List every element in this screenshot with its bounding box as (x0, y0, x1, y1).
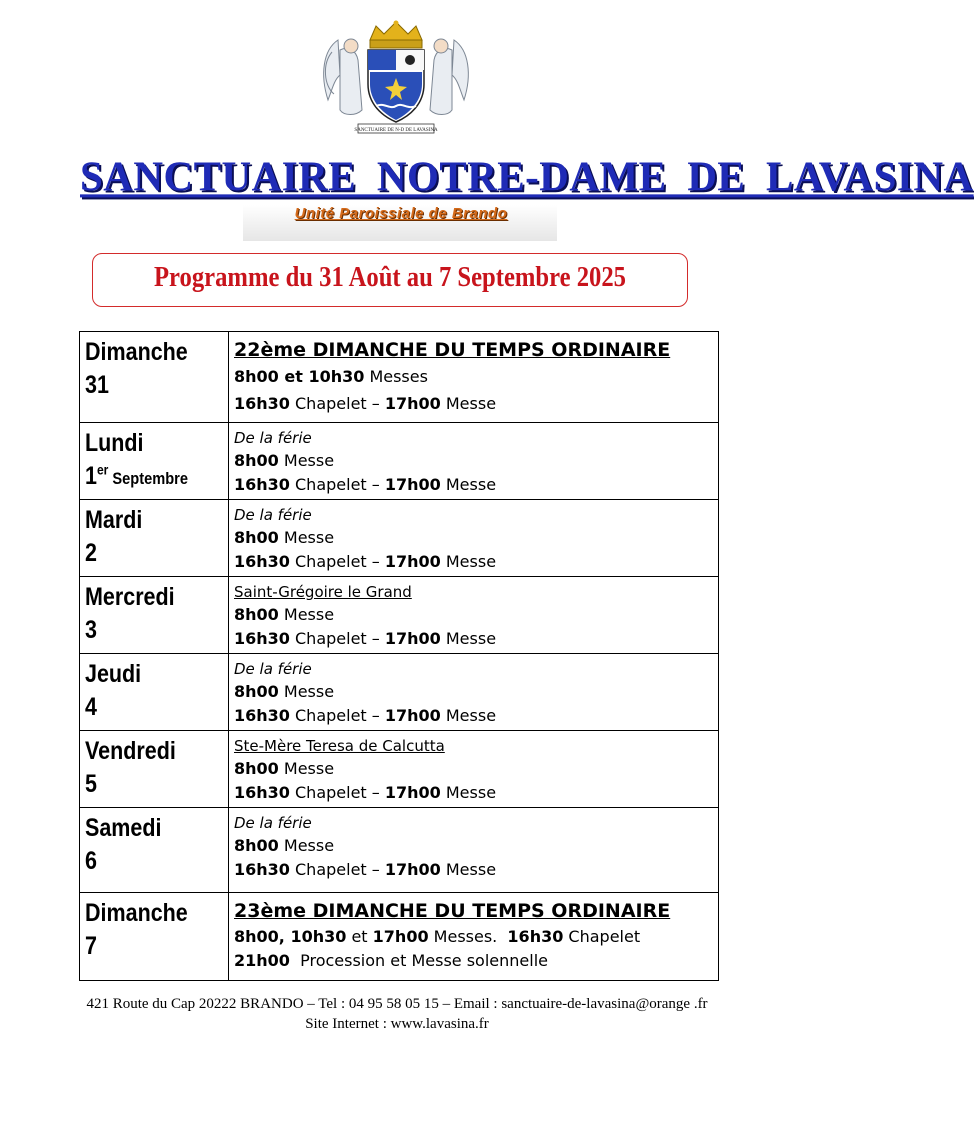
program-cell (229, 654, 719, 731)
saint-of-day: Ste-Mère Teresa de Calcutta (234, 737, 445, 755)
left-angel-icon (324, 39, 362, 115)
schedule-line: 8h00 Messe (234, 759, 335, 778)
day-number: 1er Septembre (85, 461, 188, 490)
schedule-line: 8h00 Messe (234, 528, 335, 547)
day-cell (80, 654, 229, 731)
contact-line: 421 Route du Cap 20222 BRANDO – Tel : 04 95 58 05 15 – Email : sanctuaire-de-lavasina@orange .fr (86, 996, 708, 1012)
schedule-table (79, 331, 719, 981)
table-row (80, 654, 719, 731)
day-cell (80, 893, 229, 981)
programme-heading: Programme du 31 Août au 7 Septembre 2025 (153, 262, 627, 293)
program-cell (229, 893, 719, 981)
program-cell (229, 808, 719, 893)
program-cell (229, 332, 719, 423)
day-number: 7 (85, 932, 97, 960)
liturgy-note: De la férie (234, 814, 312, 832)
program-cell (229, 500, 719, 577)
day-number: 5 (85, 770, 97, 798)
day-cell (80, 577, 229, 654)
schedule-line: 16h30 Chapelet – 17h00 Messe (234, 783, 497, 802)
liturgy-note: De la férie (234, 506, 312, 524)
page-subtitle: Unité Paroissiale de Brando (294, 205, 508, 222)
day-cell (80, 423, 229, 500)
day-number: 2 (85, 539, 97, 567)
day-number: 3 (85, 616, 97, 644)
day-name: Lundi (85, 429, 144, 457)
schedule-line: 16h30 Chapelet – 17h00 Messe (234, 394, 497, 413)
page-title: SANCTUAIRE NOTRE-DAME DE LAVASINA (80, 152, 974, 200)
program-cell (229, 577, 719, 654)
table-row (80, 500, 719, 577)
program-cell (229, 731, 719, 808)
day-number: 31 (85, 371, 109, 399)
schedule-line: 16h30 Chapelet – 17h00 Messe (234, 860, 497, 879)
day-name: Dimanche (85, 338, 188, 366)
table-row (80, 577, 719, 654)
day-name: Mardi (85, 506, 143, 534)
schedule-line: 16h30 Chapelet – 17h00 Messe (234, 629, 497, 648)
day-name: Vendredi (85, 737, 176, 765)
schedule-line: 21h00 Procession et Messe solennelle (234, 951, 548, 970)
day-cell (80, 731, 229, 808)
crest-caption: SANCTUAIRE DE N-D DE LAVASINA (354, 128, 438, 133)
liturgy-note: De la férie (234, 660, 312, 678)
schedule-line: 16h30 Chapelet – 17h00 Messe (234, 552, 497, 571)
day-number: 4 (85, 693, 97, 721)
day-cell (80, 500, 229, 577)
right-angel-icon (430, 39, 468, 115)
shield-icon (368, 50, 424, 122)
day-cell (80, 808, 229, 893)
day-name: Dimanche (85, 899, 188, 927)
day-cell (80, 332, 229, 423)
saint-of-day: Saint-Grégoire le Grand (234, 583, 412, 601)
sanctuary-crest-logo (318, 20, 474, 136)
schedule-line: 8h00, 10h30 et 17h00 Messes. 16h30 Chapelet (234, 927, 641, 946)
crown-icon (370, 21, 422, 49)
day-number: 6 (85, 847, 97, 875)
schedule-line: 8h00 Messe (234, 451, 335, 470)
liturgy-heading: 23ème DIMANCHE DU TEMPS ORDINAIRE (234, 900, 671, 922)
liturgy-note: De la férie (234, 429, 312, 447)
page-footer (0, 994, 794, 1034)
program-cell (229, 423, 719, 500)
day-name: Jeudi (85, 660, 142, 688)
table-row (80, 423, 719, 500)
schedule-line: 8h00 Messe (234, 682, 335, 701)
day-name: Mercredi (85, 583, 175, 611)
schedule-line: 8h00 Messe (234, 605, 335, 624)
table-row (80, 893, 719, 981)
table-row (80, 332, 719, 423)
table-row (80, 808, 719, 893)
website-line: Site Internet : www.lavasina.fr (305, 1016, 489, 1032)
schedule-line: 16h30 Chapelet – 17h00 Messe (234, 706, 497, 725)
schedule-line: 8h00 Messe (234, 836, 335, 855)
schedule-line: 8h00 et 10h30 Messes (234, 367, 428, 386)
table-row (80, 731, 719, 808)
day-name: Samedi (85, 814, 162, 842)
liturgy-heading: 22ème DIMANCHE DU TEMPS ORDINAIRE (234, 339, 671, 361)
schedule-line: 16h30 Chapelet – 17h00 Messe (234, 475, 497, 494)
